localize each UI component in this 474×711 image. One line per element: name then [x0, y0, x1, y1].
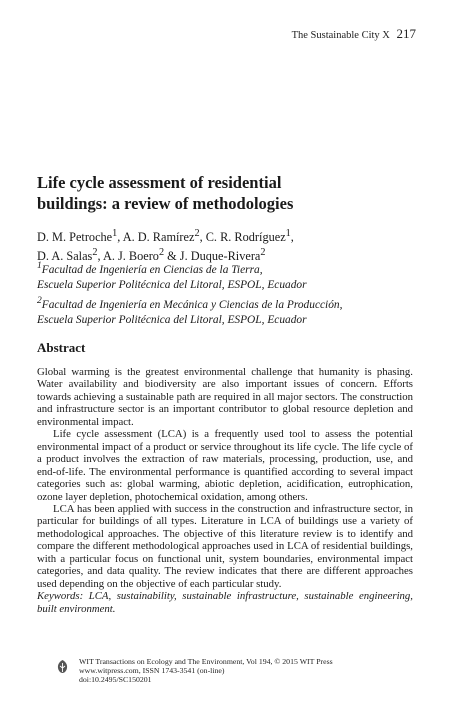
- abstract-paragraph: LCA has been applied with success in the construction and infrastructure sector, in particular for buildings of all types. Literature in LCA of buildings use a variety of methodological approaches. The objective of this literature review is to identify and compare the different methodological approaches used in LCA of residential buildings, with a particular focus on functional unit, system boundaries, environmental impact categories, and data quality. The review indicates that there are different approaches used depending on the objective of each particular study.: [37, 502, 413, 590]
- footer: [56, 657, 333, 685]
- author-affil-mark: 1: [112, 228, 118, 239]
- footer-text: [79, 657, 333, 685]
- affiliations: [37, 259, 437, 329]
- affiliation-mark: 1: [37, 261, 42, 271]
- author-affil-mark: 2: [194, 228, 200, 239]
- abstract-paragraph: Global warming is the greatest environmental challenge that humanity is phasing. Water availability and biodiversity are also important issues of concern. Efforts towards achieving a sustainable path are required in all major sectors. The construction and infrastructure sector is an important contributor to global resource depletion and environmental impact.: [37, 366, 413, 428]
- affiliation-line: Escuela Superior Politécnica del Litoral, ESPOL, Ecuador: [37, 279, 307, 292]
- abstract-body: [37, 366, 413, 615]
- keywords: Keywords: LCA, sustainability, sustainable infrastructure, sustainable engineering, built environment.: [37, 590, 413, 615]
- author: , C. R. Rodríguez: [199, 230, 286, 245]
- affiliation-mark: 2: [37, 295, 42, 306]
- author: & J. Duque-Rivera: [164, 249, 261, 264]
- running-header: [292, 26, 416, 42]
- author-separator: ,: [290, 230, 294, 245]
- affiliation-line: Escuela Superior Politécnica del Litoral, ESPOL, Ecuador: [37, 314, 307, 327]
- author-affil-mark: 2: [92, 247, 98, 259]
- footer-line: www.witpress.com, ISSN 1743-3541 (on-line): [79, 666, 225, 676]
- author: , A. D. Ramírez: [117, 230, 195, 245]
- affiliation-line: Facultad de Ingeniería en Mecánica y Ciencias de la Producción,: [41, 298, 343, 311]
- abstract-heading: Abstract: [37, 340, 86, 355]
- abstract-paragraph: Life cycle assessment (LCA) is a frequently used tool to assess the potential environmental impact of a product or service throughout its life cycle. The life cycle of a product involves the extraction of raw materials, processing, production, use, and end-of-life. The environmental performance is quantified according to several impact categories such as: global warming, abiotic depletion, acidification, eutrophication, ozone layer depletion, photochemical oxidation, among others.: [37, 428, 413, 503]
- paper-title: [37, 172, 437, 214]
- author: D. M. Petroche: [37, 230, 113, 245]
- author: , A. J. Boero: [97, 249, 159, 264]
- publisher-logo-icon: [56, 659, 69, 674]
- author-affil-mark: 1: [285, 228, 291, 239]
- footer-line: WIT Transactions on Ecology and The Environment, Vol 194, © 2015 WIT Press: [79, 657, 333, 666]
- author-affil-mark: 2: [158, 247, 165, 259]
- author-affil-mark: 2: [260, 247, 266, 259]
- title-line: buildings: a review of methodologies: [37, 194, 294, 213]
- footer-line: doi:10.2495/SC150201: [79, 675, 152, 685]
- title-line: Life cycle assessment of residential: [37, 173, 282, 192]
- author: D. A. Salas: [37, 249, 93, 264]
- page-number: 217: [396, 26, 416, 41]
- journal-name: The Sustainable City X: [291, 30, 390, 41]
- affiliation-line: Facultad de Ingeniería en Ciencias de la Tierra,: [41, 263, 263, 276]
